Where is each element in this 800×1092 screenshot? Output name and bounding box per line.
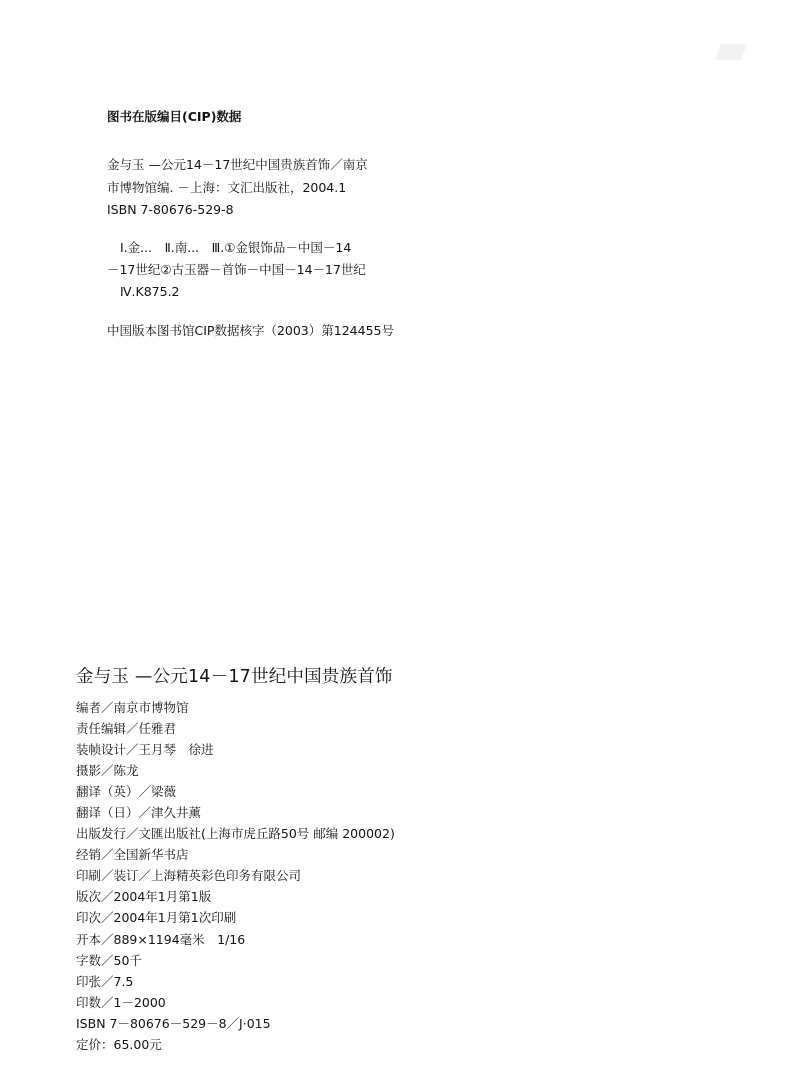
cip-subject-line: Ⅰ.金... Ⅱ.南... Ⅲ.①金银饰品－中国－14 — [120, 239, 352, 255]
colophon-entry-edition: 版次／2004年1月第1版 — [76, 889, 212, 905]
cip-record-number: 中国版本图书馆CIP数据核字（2003）第124455号 — [107, 322, 394, 338]
colophon-entry-print-run: 印数／1－2000 — [76, 994, 166, 1010]
cip-description — [107, 154, 447, 222]
colophon-entry-isbn: ISBN 7－80676－529－8／J·015 — [76, 1015, 271, 1031]
colophon-entry-translation-ja: 翻译（日）／津久井薰 — [76, 804, 202, 820]
colophon-entry-word-count: 字数／50千 — [76, 952, 142, 968]
scan-artifact — [715, 44, 747, 60]
book-title: 金与玉 —公元14－17世纪中国贵族首饰 — [76, 667, 393, 687]
cip-description-line: 金与玉 —公元14－17世纪中国贵族首饰／南京 — [107, 157, 368, 172]
colophon-entry-price: 定价：65.00元 — [76, 1037, 162, 1052]
colophon-entry-photography: 摄影／陈龙 — [76, 762, 139, 778]
colophon-entry-format: 开本／889×1194毫米 1/16 — [76, 931, 246, 947]
colophon-entry-managing-editor: 责任编辑／任雅君 — [76, 720, 177, 736]
colophon-entry-editor: 编者／南京市博物馆 — [76, 699, 189, 715]
colophon-entries — [76, 697, 496, 1056]
colophon-entry-printer: 印刷／装订／上海精英彩色印务有限公司 — [76, 868, 302, 884]
colophon-entry-translation-en: 翻译（英）／梁薇 — [76, 783, 177, 799]
cip-heading: 图书在版编目(CIP)数据 — [107, 109, 242, 124]
colophon-entry-printing: 印次／2004年1月第1次印刷 — [76, 910, 237, 926]
cip-isbn: ISBN 7-80676-529-8 — [107, 202, 234, 217]
colophon-entry-publisher: 出版发行／文匯出版社(上海市虎丘路50号 邮编 200002) — [76, 826, 395, 842]
colophon-entry-design: 装帧设计／王月琴 徐进 — [76, 741, 214, 757]
cip-classification: Ⅳ.K875.2 — [120, 283, 180, 299]
cip-subjects — [107, 237, 447, 303]
cip-subject-line: －17世纪②古玉器－首饰－中国－14－17世纪 — [107, 261, 366, 277]
cip-description-line: 市博物馆编. －上海：文汇出版社，2004.1 — [107, 179, 347, 195]
colophon-entry-sheets: 印张／7.5 — [76, 973, 134, 989]
colophon-block — [76, 665, 496, 1055]
cip-data-block — [107, 106, 447, 342]
colophon-entry-distributor: 经销／全国新华书店 — [76, 847, 189, 863]
